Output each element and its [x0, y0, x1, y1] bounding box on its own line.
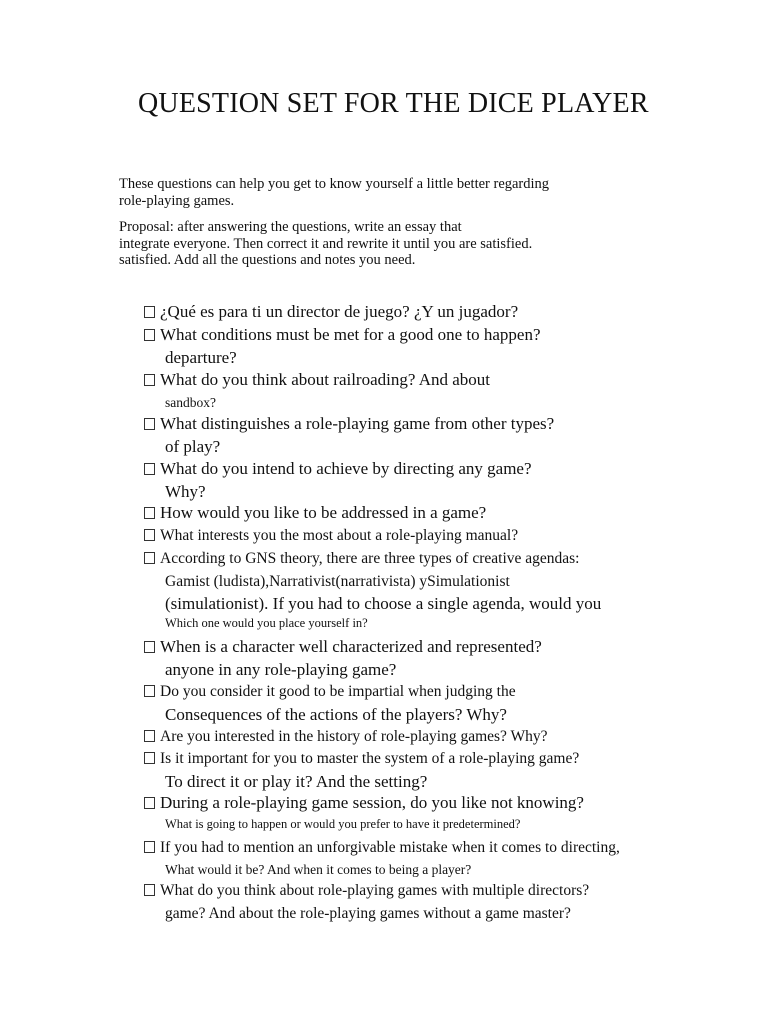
question-line: Do you consider it good to be impartial when judging the: [160, 683, 516, 700]
proposal-line: Proposal: after answering the questions, write an essay that: [119, 219, 462, 235]
question-item: [144, 837, 744, 879]
question-line: Gamist (ludista),Narrativist(narrativista) ySimulationist: [165, 572, 510, 590]
question-line: What is going to happen or would you prefer to have it predetermined?: [165, 816, 521, 831]
bullet-icon: [144, 529, 155, 541]
question-item: [144, 681, 744, 726]
question-line: What do you think about railroading? And about: [160, 370, 491, 389]
question-line: Are you interested in the history of role-playing games? Why?: [160, 728, 548, 745]
bullet-icon: [144, 884, 155, 896]
question-line: If you had to mention an unforgivable mistake when it comes to directing,: [160, 839, 620, 856]
proposal-line: integrate everyone. Then correct it and rewrite it until you are satisfied.: [119, 235, 533, 252]
question-line: Why?: [165, 481, 206, 501]
question-line: of play?: [165, 436, 221, 456]
intro-line: role-playing games.: [119, 192, 235, 209]
intro-line: These questions can help you get to know yourself a little better regarding: [119, 176, 550, 192]
bullet-icon: [144, 797, 155, 809]
question-line: During a role-playing game session, do you like not knowing?: [160, 793, 584, 812]
question-line: departure?: [165, 347, 237, 367]
bullet-icon: [144, 374, 155, 386]
bullet-icon: [144, 418, 155, 430]
question-line: sandbox?: [165, 394, 216, 410]
question-item: [144, 458, 744, 503]
question-item: [144, 792, 744, 834]
question-line: What distinguishes a role-playing game from other types?: [160, 414, 555, 433]
bullet-icon: [144, 329, 155, 341]
question-line: According to GNS theory, there are three types of creative agendas:: [160, 550, 580, 567]
question-line: (simulationist). If you had to choose a single agenda, would you: [165, 594, 602, 613]
bullet-icon: [144, 752, 155, 764]
proposal-line: satisfied. Add all the questions and notes you need.: [119, 252, 416, 268]
question-line: What conditions must be met for a good one to happen?: [160, 325, 541, 344]
question-line: anyone in any role-playing game?: [165, 659, 397, 679]
question-item: [144, 502, 744, 525]
bullet-icon: [144, 552, 155, 564]
question-line: How would you like to be addressed in a game?: [160, 503, 487, 522]
question-line: Is it important for you to master the system of a role-playing game?: [160, 750, 580, 767]
question-item: [144, 525, 744, 548]
question-item: [144, 324, 744, 369]
question-item: [144, 748, 744, 793]
bullet-icon: [144, 685, 155, 697]
question-line: game? And about the role-playing games without a game master?: [165, 904, 571, 922]
proposal-paragraph: [119, 219, 679, 269]
bullet-icon: [144, 306, 155, 318]
question-line: To direct it or play it? And the setting?: [165, 771, 428, 791]
question-item: [144, 880, 744, 925]
bullet-icon: [144, 641, 155, 653]
question-item: [144, 413, 744, 458]
question-line: ¿Qué es para ti un director de juego? ¿Y un jugador?: [160, 302, 519, 321]
question-item: [144, 636, 744, 681]
page-title: QUESTION SET FOR THE DICE PLAYER: [138, 88, 649, 119]
question-line: When is a character well characterized and represented?: [160, 637, 542, 656]
question-line: What would it be? And when it comes to being a player?: [165, 861, 472, 877]
intro-paragraph: [119, 176, 679, 209]
question-item: [144, 369, 744, 414]
question-line: Consequences of the actions of the players? Why?: [165, 704, 507, 724]
question-line: What interests you the most about a role-playing manual?: [160, 527, 519, 544]
question-item: [144, 301, 744, 324]
question-line: What do you intend to achieve by directing any game?: [160, 459, 532, 478]
bullet-icon: [144, 507, 155, 519]
question-line: What do you think about role-playing games with multiple directors?: [160, 882, 590, 899]
question-line: Which one would you place yourself in?: [165, 615, 368, 630]
bullet-icon: [144, 841, 155, 853]
question-item: [144, 548, 744, 630]
bullet-icon: [144, 463, 155, 475]
bullet-icon: [144, 730, 155, 742]
question-item: [144, 726, 744, 749]
